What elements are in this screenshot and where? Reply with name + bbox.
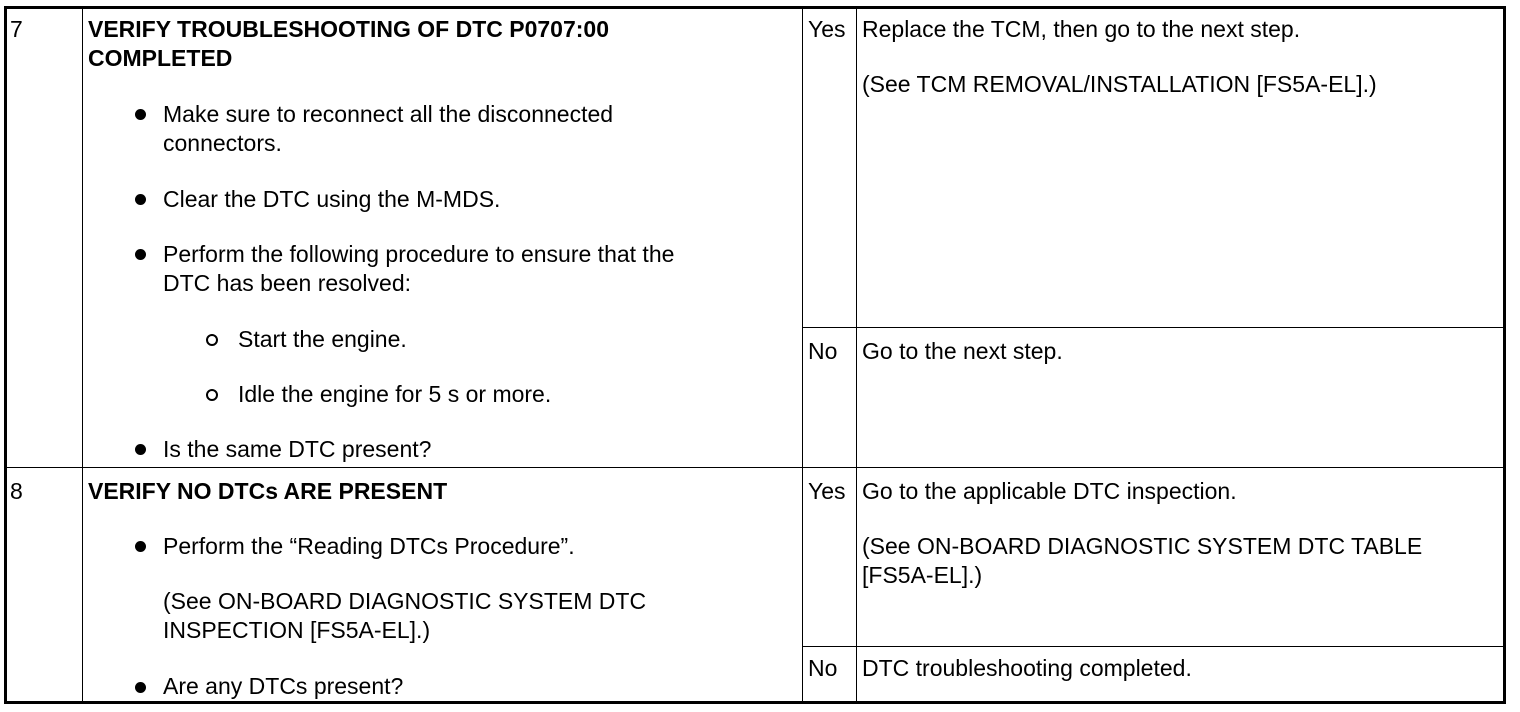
result-yes-reference: (See TCM REMOVAL/INSTALLATION [FS5A-EL].) (862, 71, 1377, 97)
list-item: Is the same DTC present? (163, 436, 432, 462)
list-item: Clear the DTC using the M-MDS. (163, 186, 501, 212)
result-yes-action: Replace the TCM, then go to the next step. (862, 16, 1301, 42)
list-item-reference: (See ON-BOARD DIAGNOSTIC SYSTEM DTC (163, 588, 647, 614)
bullet-icon (135, 541, 146, 552)
bullet-icon (135, 194, 146, 205)
bullet-icon (135, 249, 146, 260)
row-divider-step (6, 467, 1504, 468)
bullet-icon (135, 682, 146, 693)
sub-list-item: Idle the engine for 5 s or more. (238, 381, 552, 407)
column-divider-step (82, 7, 83, 703)
step-number: 8 (10, 478, 23, 504)
step-title: COMPLETED (88, 45, 233, 71)
row-divider-8-yes-no (802, 646, 1504, 647)
bullet-icon (135, 444, 146, 455)
list-item: Make sure to reconnect all the disconnected (163, 101, 614, 127)
bullet-icon (135, 109, 146, 120)
hollow-bullet-icon (206, 389, 218, 401)
step-title: VERIFY NO DTCs ARE PRESENT (88, 478, 448, 504)
list-item: Perform the “Reading DTCs Procedure”. (163, 533, 575, 559)
list-item: connectors. (163, 130, 282, 156)
list-item: Perform the following procedure to ensure that the (163, 241, 675, 267)
result-no-action: Go to the next step. (862, 338, 1063, 364)
column-divider-action (856, 7, 857, 703)
result-no-label: No (808, 655, 838, 681)
result-yes-label: Yes (808, 16, 846, 42)
list-item: Are any DTCs present? (163, 673, 404, 699)
result-yes-reference: [FS5A-EL].) (862, 562, 983, 588)
step-number: 7 (10, 16, 23, 42)
column-divider-result (802, 7, 803, 703)
result-yes-reference: (See ON-BOARD DIAGNOSTIC SYSTEM DTC TABLE (862, 533, 1423, 559)
result-no-label: No (808, 338, 838, 364)
row-divider-7-yes-no (802, 327, 1504, 328)
list-item-reference: INSPECTION [FS5A-EL].) (163, 617, 431, 643)
list-item: DTC has been resolved: (163, 270, 412, 296)
sub-list-item: Start the engine. (238, 326, 407, 352)
result-yes-action: Go to the applicable DTC inspection. (862, 478, 1237, 504)
step-title: VERIFY TROUBLESHOOTING OF DTC P0707:00 (88, 16, 610, 42)
result-no-action: DTC troubleshooting completed. (862, 655, 1192, 681)
hollow-bullet-icon (206, 334, 218, 346)
result-yes-label: Yes (808, 478, 846, 504)
